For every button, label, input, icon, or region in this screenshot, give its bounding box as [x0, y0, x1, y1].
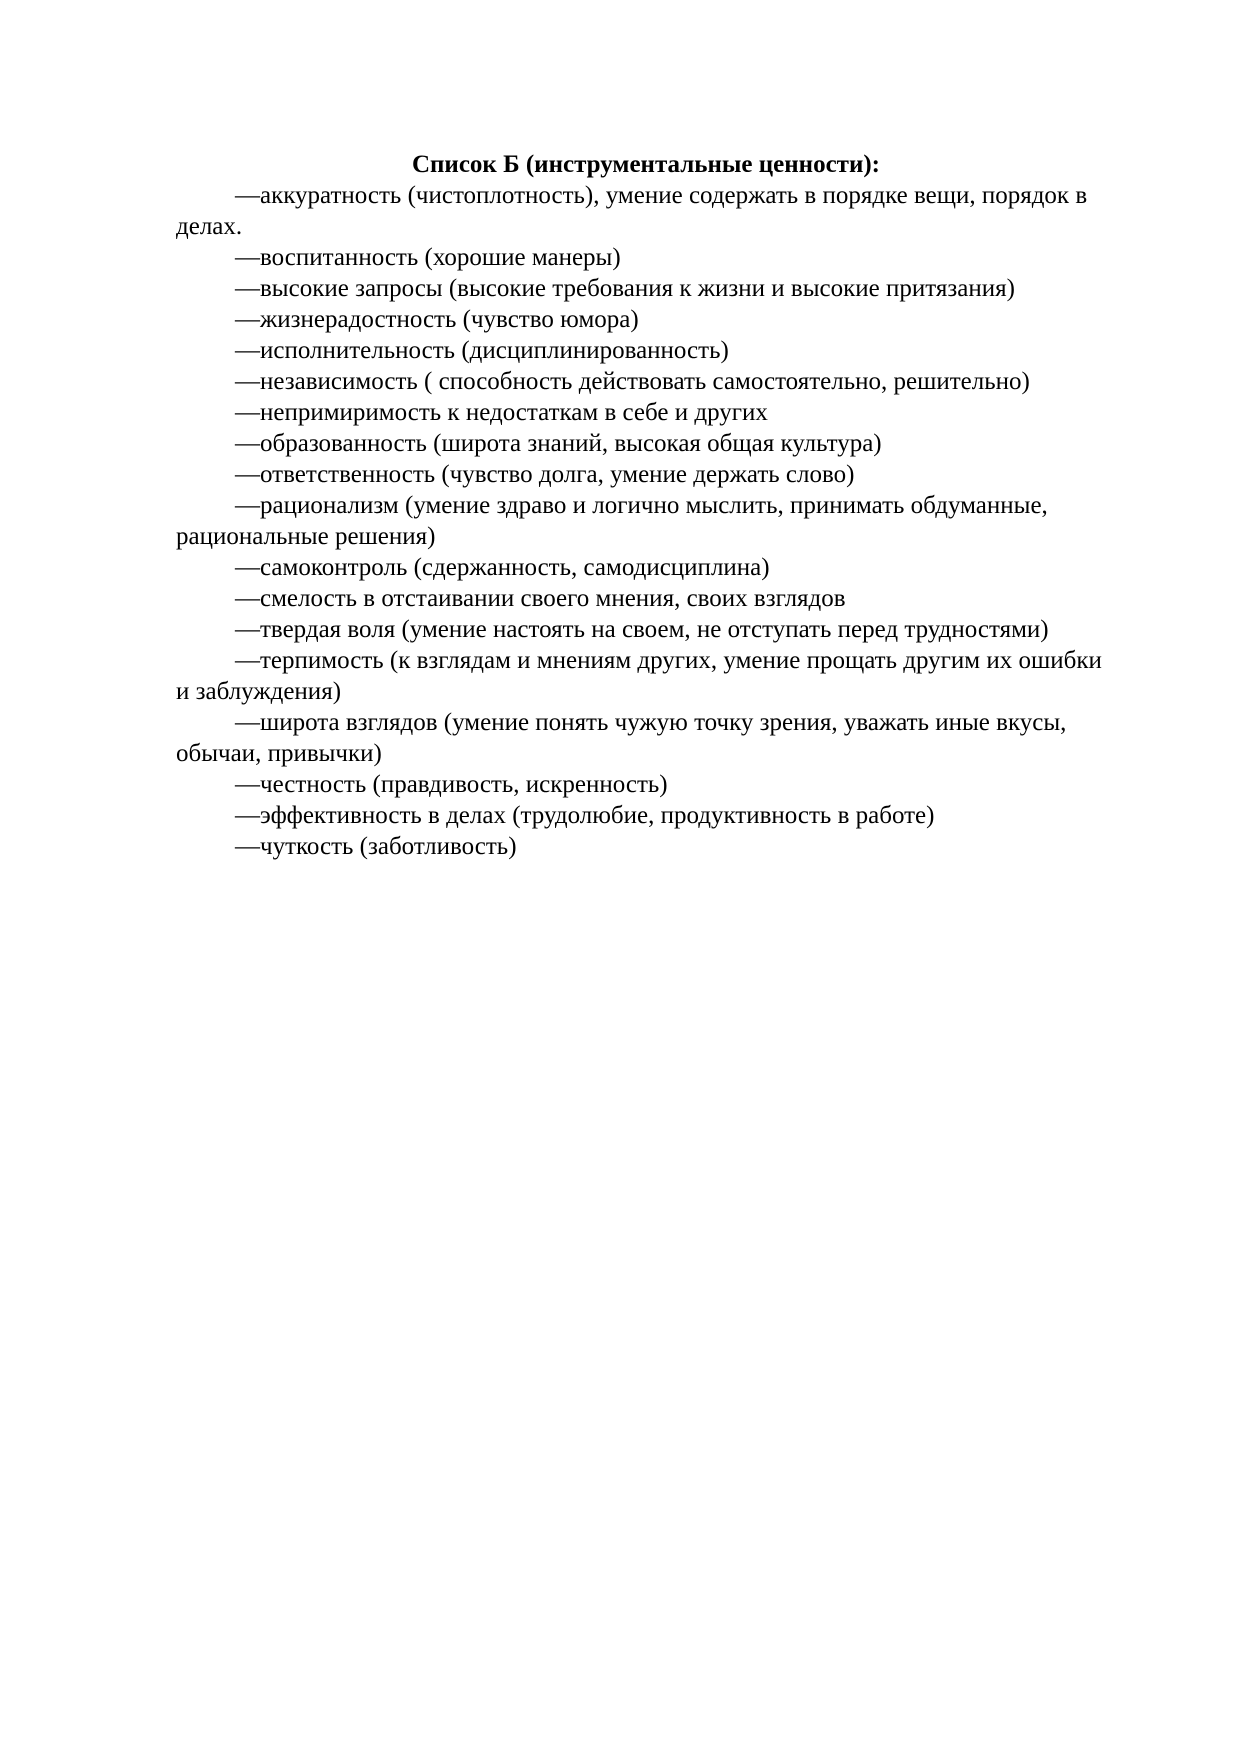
list-item: —независимость ( способность действовать самостоятельно, решительно): [235, 368, 1030, 395]
list-title: Список Б (инструментальные ценности):: [411, 151, 881, 178]
list-item: —исполнительность (дисциплинированность): [235, 337, 729, 364]
list-item: —высокие запросы (высокие требования к жизни и высокие притязания): [235, 275, 1015, 302]
list-item: —эффективность в делах (трудолюбие, продуктивность в работе): [235, 802, 935, 829]
list-item: —широта взглядов (умение понять чужую точку зрения, уважать иные вкусы, обычаи, привычки): [176, 709, 1067, 767]
document-content: [176, 149, 1116, 862]
values-list: [176, 180, 1116, 862]
list-item: —рационализм (умение здраво и логично мыслить, принимать обдуманные, рациональные решения): [176, 492, 1048, 550]
list-item: —терпимость (к взглядам и мнениям других, умение прощать другим их ошибки и заблуждения): [176, 647, 1102, 705]
list-item: —образованность (широта знаний, высокая общая культура): [235, 430, 882, 457]
list-item: —воспитанность (хорошие манеры): [235, 244, 621, 271]
list-item: —непримиримость к недостаткам в себе и других: [235, 399, 768, 426]
list-item: —аккуратность (чистоплотность), умение содержать в порядке вещи, порядок в делах.: [176, 182, 1088, 240]
list-item: —смелость в отстаивании своего мнения, своих взглядов: [235, 585, 846, 612]
list-item: —ответственность (чувство долга, умение держать слово): [235, 461, 855, 488]
list-item: —жизнерадостность (чувство юмора): [235, 306, 639, 333]
list-item: —чуткость (заботливость): [235, 833, 517, 860]
list-item: —твердая воля (умение настоять на своем, не отступать перед трудностями): [235, 616, 1049, 643]
list-item: —самоконтроль (сдержанность, самодисциплина): [235, 554, 770, 581]
list-item: —честность (правдивость, искренность): [235, 771, 668, 798]
